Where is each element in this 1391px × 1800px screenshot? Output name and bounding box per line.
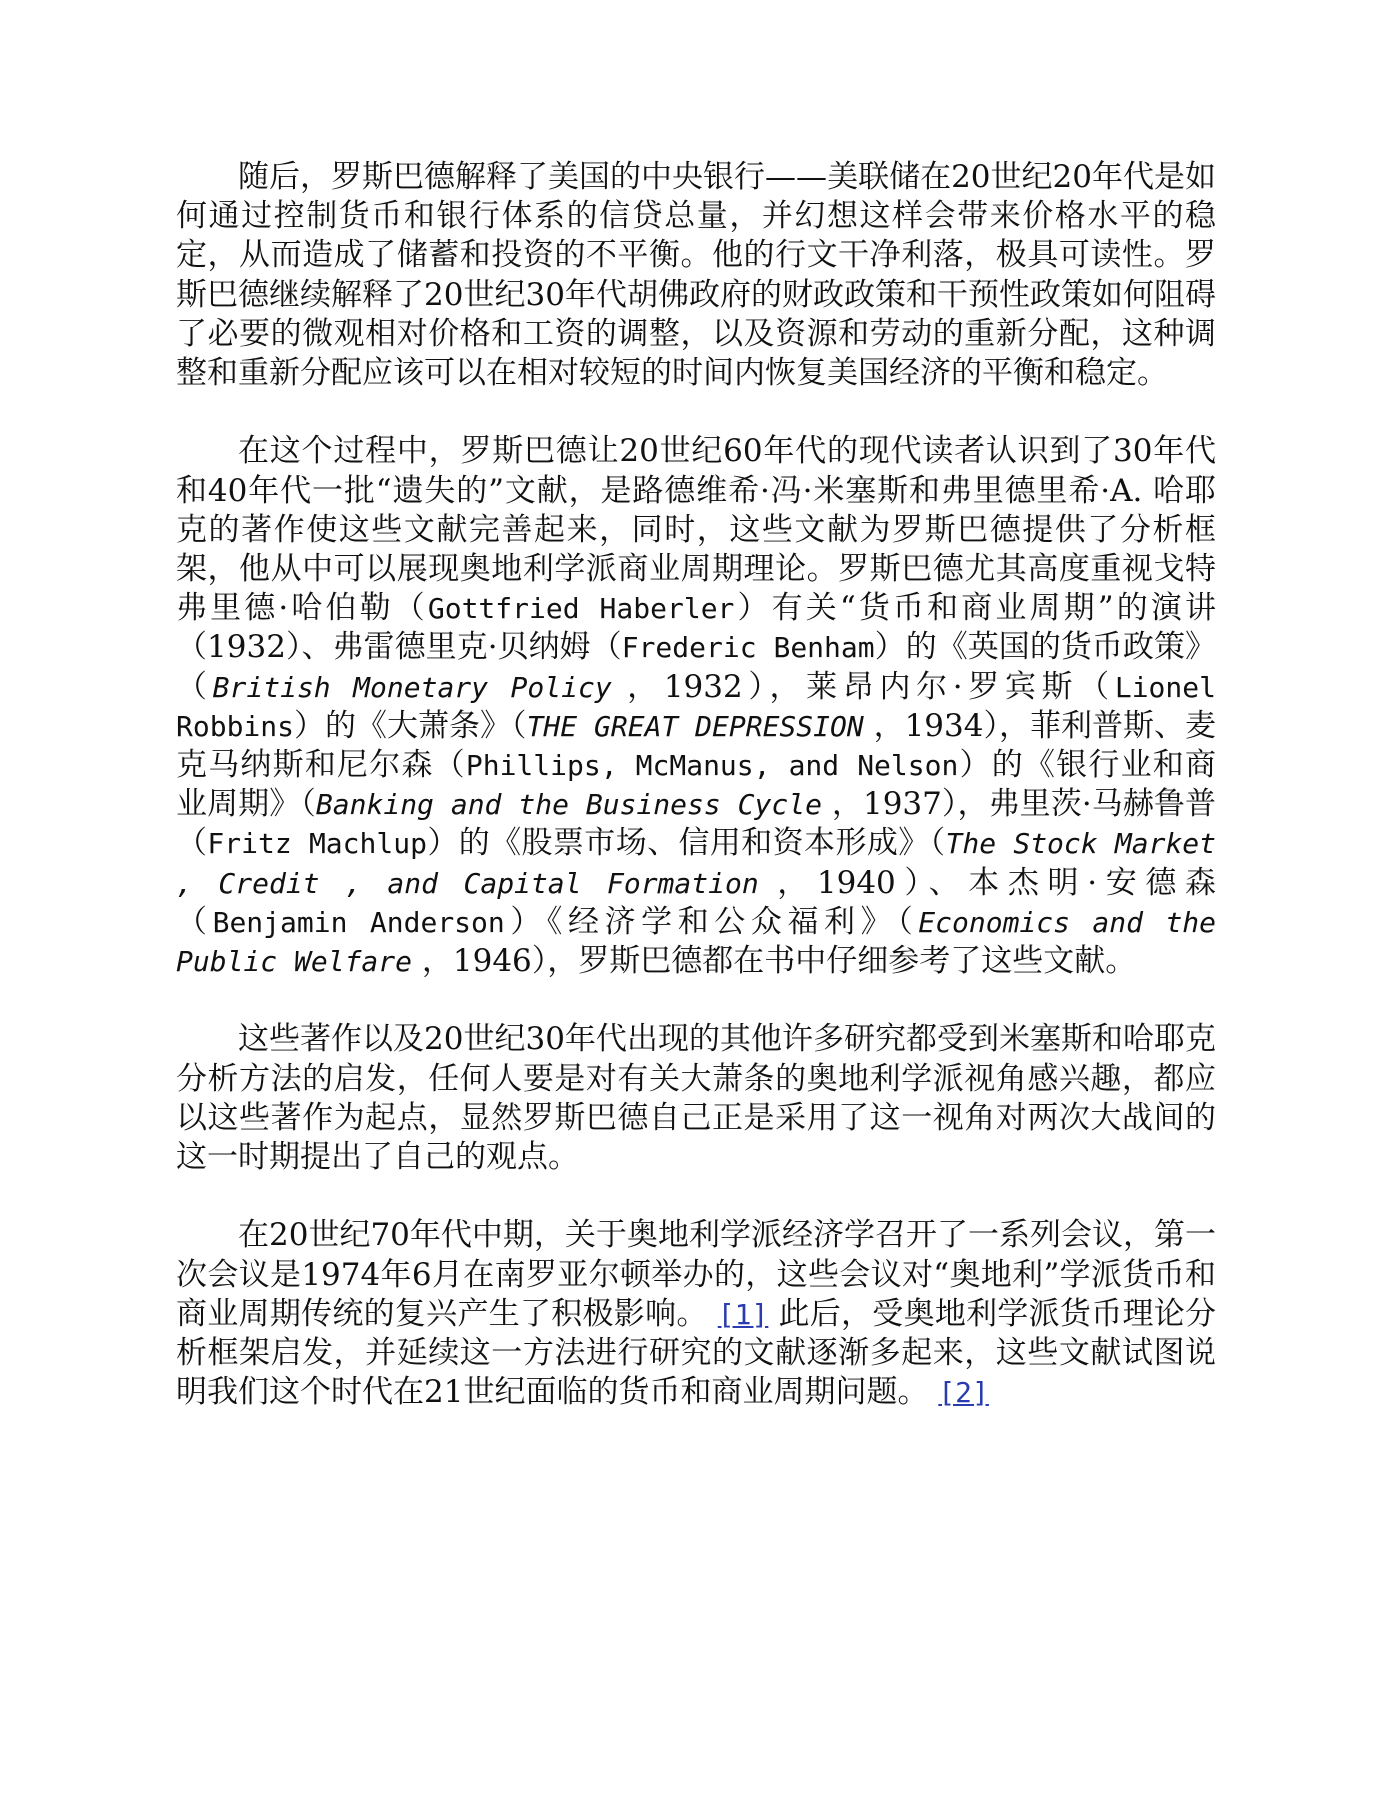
paragraph-2 <box>176 432 1216 981</box>
book-title-great-depression: THE GREAT DEPRESSION <box>526 709 864 743</box>
author-name-haberler: Gottfried Haberler <box>427 592 735 626</box>
paragraph-3: 这些著作以及20世纪30年代出现的其他许多研究都受到米塞斯和哈耶克分析方法的启发，任何人要是对有关大萧条的奥地利学派视角感兴趣，都应以这些著作为起点，显然罗斯巴德自己正是采用了这一视角对两次大战间的这一时期提出了自己的观点。 <box>176 1021 1216 1176</box>
book-title-banking-business-cycle: Banking and the Business Cycle <box>315 788 822 822</box>
author-name-robbins: Lionel Robbins <box>176 670 1216 743</box>
paragraph-2-text: ）《经济学和公众福利》（ <box>504 903 919 940</box>
paragraph-2-text: ，1937），弗里茨·马赫鲁普（ <box>176 786 1216 862</box>
footnote-link-2[interactable]: [2] <box>938 1376 989 1410</box>
paragraph-2-text: 在这个过程中，罗斯巴德让20世纪60年代的现代读者认识到了30年代和40年代一批“遗失的”文献，是路德维希·冯·米塞斯和弗里德里希·A. 哈耶克的著作使这些文献完善起来，同时，这些文献为罗斯巴德提供了分析框架，他从中可以展现奥地利学派商业周期理论。罗斯巴德尤其高度重视戈特弗里德·哈伯勒（ <box>176 433 1216 627</box>
author-name-machlup: Fritz Machlup <box>207 827 427 861</box>
paragraph-2-text: ）的《股票市场、信用和资本形成》（ <box>426 825 946 862</box>
paragraph-2-text: ）的《大萧条》（ <box>294 707 527 744</box>
paragraph-4 <box>176 1216 1216 1412</box>
author-name-benham: Frederic Benham <box>621 631 875 665</box>
book-title-stock-market: The Stock Market , Credit , and Capital Formation <box>176 827 1217 900</box>
document-page <box>176 158 1216 1452</box>
footnote-link-1[interactable]: [1] <box>717 1297 769 1331</box>
author-name-anderson: Benjamin Anderson <box>212 905 505 939</box>
paragraph-2-text: ，1932），莱昂内尔·罗宾斯（ <box>611 668 1115 705</box>
paragraph-1: 随后，罗斯巴德解释了美国的中央银行——美联储在20世纪20年代是如何通过控制货币和银行体系的信贷总量，并幻想这样会带来价格水平的稳定，从而造成了储蓄和投资的不平衡。他的行文干净利落，极具可读性。罗斯巴德继续解释了20世纪30年代胡佛政府的财政政策和干预性政策如何阻碍了必要的微观相对价格和工资的调整，以及资源和劳动的重新分配，这种调整和重新分配应该可以在相对较短的时间内恢复美国经济的平衡和稳定。 <box>176 159 1216 392</box>
paragraph-2-text: ）的《英国的货币政策》（ <box>176 629 1216 705</box>
paragraph-2-text: ）的《银行业和商业周期》（ <box>176 747 1216 823</box>
paragraph-4-text: 此后，受奥地利学派货币理论分析框架启发，并延续这一方法进行研究的文献逐渐多起来，这些文献试图说明我们这个时代在21世纪面临的货币和商业周期问题。 <box>176 1295 1217 1411</box>
paragraph-2-text: ）有关“货币和商业周期”的演讲（1932）、弗雷德里克·贝纳姆（ <box>176 590 1216 666</box>
book-title-british-monetary-policy: British Monetary Policy <box>212 670 612 704</box>
paragraph-2-text: ，1934），菲利普斯、麦克马纳斯和尼尔森（ <box>176 707 1217 784</box>
author-name-phillips: Phillips, McManus, and Nelson <box>465 749 959 783</box>
paragraph-2-text: ，1940）、本杰明·安德森（ <box>176 864 1217 940</box>
book-title-economics-public-welfare: Economics and the Public Welfare <box>176 905 1217 979</box>
paragraph-4-text: 在20世纪70年代中期，关于奥地利学派经济学召开了一系列会议，第一次会议是1974年6月在南罗亚尔顿举办的，这些会议对“奥地利”学派货币和商业周期传统的复兴产生了积极影响。 <box>176 1217 1216 1332</box>
paragraph-2-text: ，1946），罗斯巴德都在书中仔细参考了这些文献。 <box>412 943 1137 980</box>
